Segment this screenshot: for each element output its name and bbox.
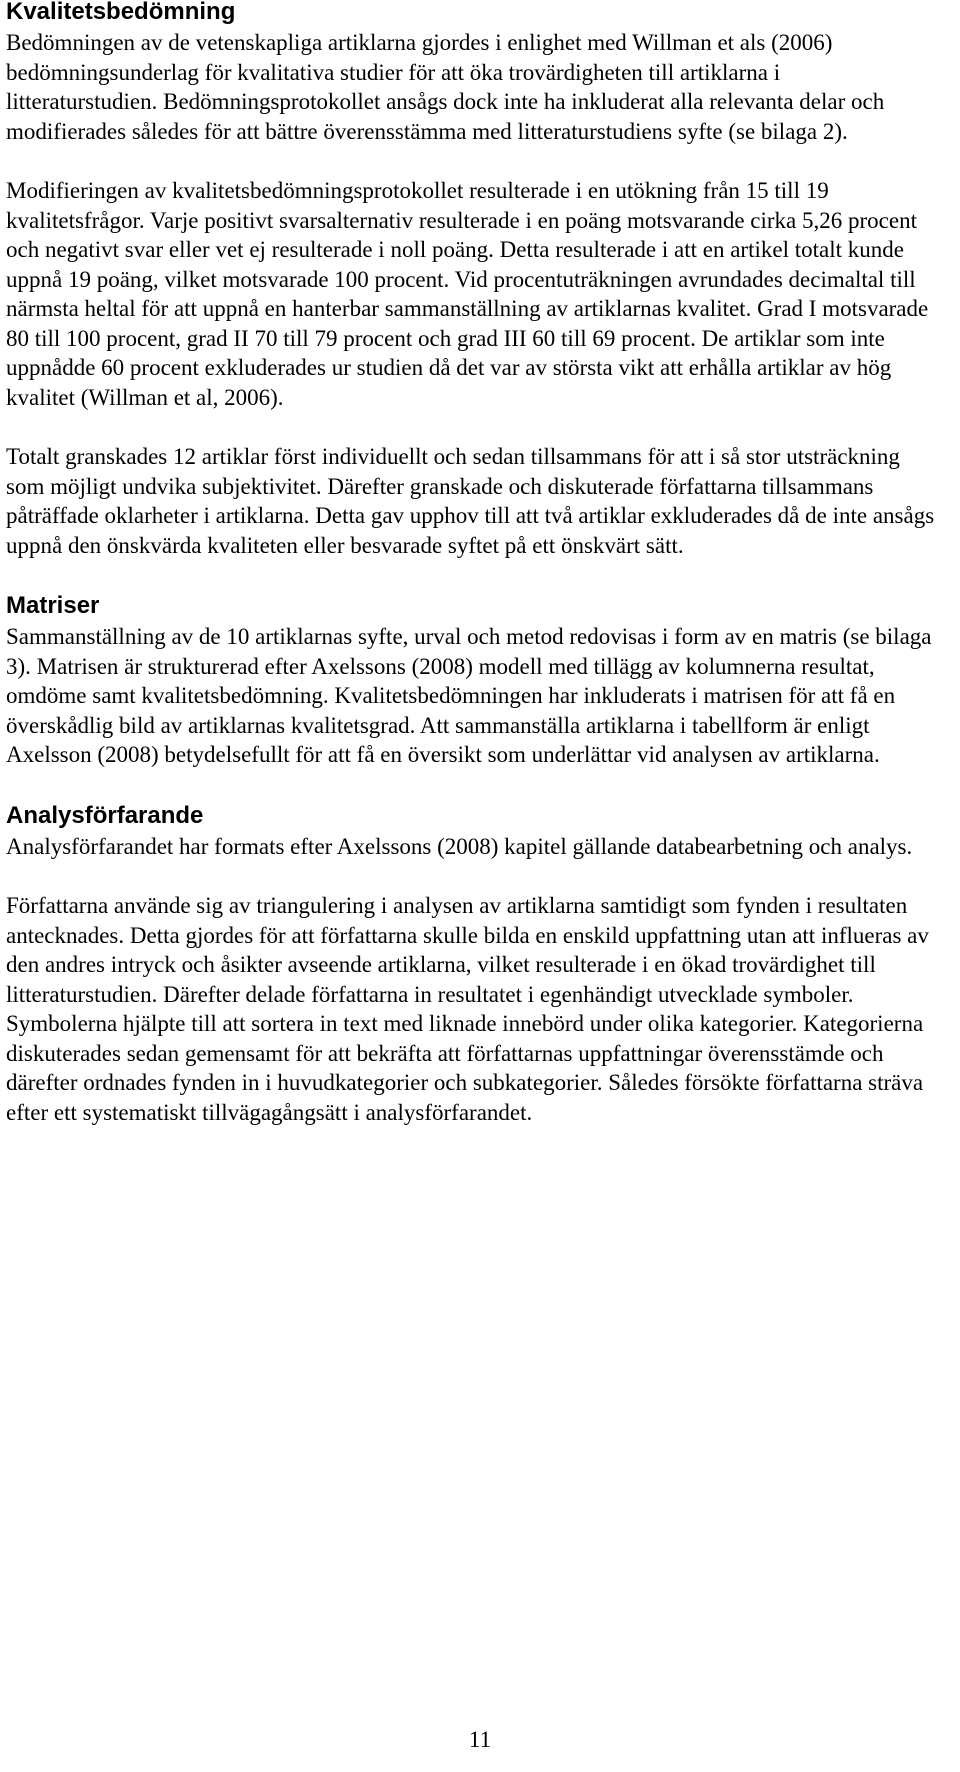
page-number-text: 11 (468, 1727, 492, 1752)
paragraph-gap (6, 146, 936, 176)
paragraph-gap (6, 861, 936, 891)
paragraph: Totalt granskades 12 artiklar först individuellt och sedan tillsammans för att i så stor utsträckning som möjligt undvika subjektivitet. Därefter granskade och diskuterade författarna tillsammans påträffade oklarheter i artiklarna. Detta gav upphov till att två artiklar exkluderades då de inte ansågs uppnå den önskvärda kvaliteten eller besvarade syftet på ett önskvärt sätt. (6, 444, 935, 558)
paragraph-gap (6, 560, 936, 590)
paragraph: Författarna använde sig av triangulering i analysen av artiklarna samtidigt som fynden i resultaten antecknades. Detta gjordes för att författarna skulle bilda en enskild uppfattning utan att influeras av den andres intryck och åsikter avseende artiklarna, vilket resulterade i en ökad trovärdighet till litteraturstudien. Därefter delade författarna in resultatet i egenhändigt utvecklade symboler. Symbolerna hjälpte till att sortera in text med liknade innebörd under olika kategorier. Kategorierna diskuterades sedan gemensamt för att bekräfta att författarnas uppfattningar överensstämde och därefter ordnades fynden in i huvudkategorier och subkategorier. Således försökte författarna sträva efter ett systematiskt tillvägagångsätt i analysförfarandet. (6, 893, 929, 1125)
heading-kvalitetsbedomning: Kvalitetsbedömning (6, 0, 236, 25)
paragraph: Sammanställning av de 10 artiklarnas syfte, urval och metod redovisas i form av en matris (se bilaga 3). Matrisen är strukturerad efter Axelssons (2008) modell med tillägg av kolumnerna resultat, omdöme samt kvalitetsbedömning. Kvalitetsbedömningen har inkluderats i matrisen för att få en överskådlig bild av artiklarnas kvalitetsgrad. Att sammanställa artiklarna i tabellform är enligt Axelsson (2008) betydelsefullt för att få en översikt som underlättar vid analysen av artiklarna. (6, 624, 932, 767)
paragraph: Analysförfarandet har formats efter Axelssons (2008) kapitel gällande databearbetning och analys. (6, 833, 913, 859)
heading-matriser: Matriser (6, 592, 100, 619)
heading-analysforfarande: Analysförfarande (6, 801, 204, 829)
page-number (0, 1726, 960, 1754)
paragraph-gap (6, 770, 936, 800)
paragraph-gap (6, 412, 936, 442)
document-body (6, 0, 936, 1127)
paragraph: Bedömningen av de vetenskapliga artiklarna gjordes i enlighet med Willman et als (2006) bedömningsunderlag för kvalitativa studier för att öka trovärdigheten till artiklarna i litteraturstudien. Bedömningsprotokollet ansågs dock inte ha inkluderat alla relevanta delar och modifierades således för att bättre överensstämma med litteraturstudiens syfte (se bilaga 2). (6, 30, 885, 144)
paragraph: Modifieringen av kvalitetsbedömningsprotokollet resulterade i en utökning från 15 till 19 kvalitetsfrågor. Varje positivt svarsalternativ resulterade i en poäng motsvarande cirka 5,26 procent och negativt svar eller vet ej resulterade i noll poäng. Detta resulterade i att en artikel totalt kunde uppnå 19 poäng, vilket motsvarade 100 procent. Vid procentuträkningen avrundades decimaltal till närmsta heltal för att uppnå en hanterbar sammanställning av artiklarnas kvalitet. Grad I motsvarade 80 till 100 procent, grad II 70 till 79 procent och grad III 60 till 69 procent. De artiklar som inte uppnådde 60 procent exkluderades ur studien då det var av största vikt att erhålla artiklar av hög kvalitet (Willman et al, 2006). (6, 178, 929, 410)
